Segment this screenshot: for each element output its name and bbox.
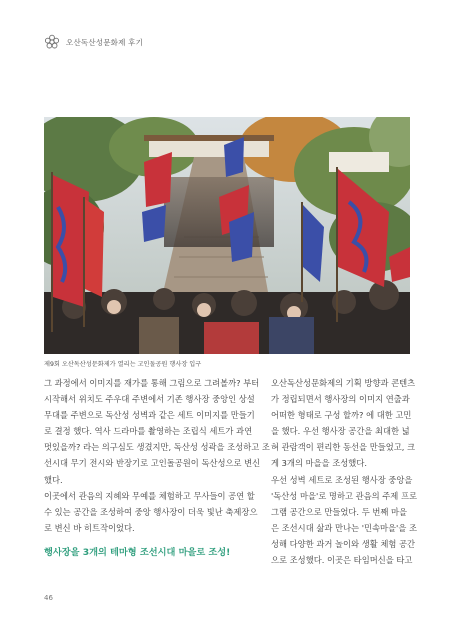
section-subheading: 행사장을 3개의 테마형 조선시대 마을로 조성! (44, 546, 231, 558)
body-line: 선시대 무기 전시와 반장기로 고인돌공원이 독산성으로 변신 (44, 458, 261, 469)
body-line: 어떠한 형태로 구성 할까? 에 대한 고민 (271, 410, 412, 421)
body-line: 가 정립되면서 행사장의 이미지 연출과 (271, 394, 410, 405)
header-title: 오산독산성문화제 후기 (66, 37, 144, 47)
body-line: '독산성 마을'로 명하고 관음의 주제 프로 (271, 490, 417, 501)
body-line: 성해 다양한 과거 놀이와 생활 체험 공간 (271, 538, 416, 549)
flower-logo-icon (44, 34, 60, 50)
body-line: 은 조선시대 삶과 만나는 '민속마을'을 조 (271, 522, 417, 533)
body-line: 이곳에서 관음의 지혜와 무예를 체험하고 무사들이 공연 할 (44, 490, 255, 501)
body-line: 로 변신 바 히트작이었다. (44, 522, 135, 533)
body-line: 을 했다. 우선 행사장 공간을 최대한 넓 (271, 426, 410, 437)
right-column (271, 375, 447, 568)
body-line: 그 과정에서 이미지를 재가를 통해 그림으로 그려볼까? 부터 (44, 378, 260, 388)
body-line: 혀 관람객이 편리한 동선을 만들었고, 크 (271, 442, 416, 453)
body-line: 시작해서 위치도 주우대 주변에서 기존 행사장 중앙인 상설 (44, 394, 255, 405)
page-header (44, 33, 143, 51)
body-line: 무대를 주변으로 독산성 성벽과 같은 세트 이미지를 만들기 (44, 410, 255, 421)
festival-photo (44, 117, 410, 354)
body-line: 그램 공간으로 만들었다. 두 번째 마을 (271, 506, 408, 517)
body-line: 게 3개의 마을을 조성했다. (271, 458, 367, 469)
body-line: 로 결정 했다. 역사 드라마를 촬영하는 조립식 세트가 과연 (44, 426, 253, 437)
body-line: 멋있을까? 라는 의구심도 생겼지만, 독산성 성곽을 조성하고 조 (44, 442, 270, 453)
body-line: 했다. (44, 474, 63, 485)
body-line: 우선 성벽 세트로 조성된 행사장 중앙을 (271, 474, 413, 485)
left-column (44, 375, 270, 561)
photo-caption: 제9회 오산독산성문화제가 열리는 고인돌공원 행사장 입구 (44, 361, 202, 368)
page-number: 46 (44, 594, 53, 602)
body-line: 수 있는 공간을 조성하여 중앙 행사장이 더욱 빛난 축제장으 (44, 506, 258, 517)
body-line: 오산독산성문화제의 기획 방향과 콘텐츠 (271, 378, 416, 388)
body-line: 으로 조성했다. 이곳은 타임머신을 타고 (271, 555, 413, 566)
